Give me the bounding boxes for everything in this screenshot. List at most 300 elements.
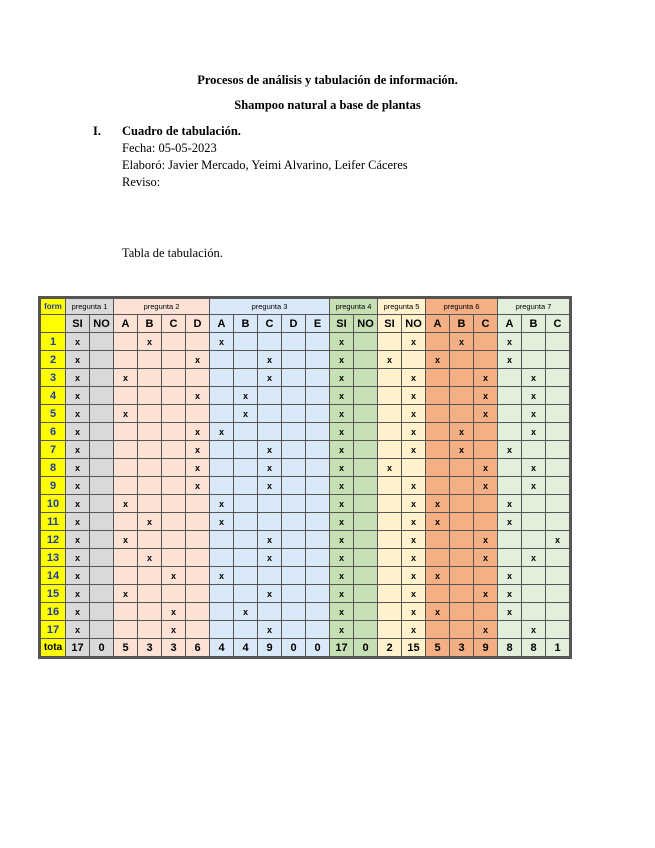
answer-mark: x: [402, 513, 426, 531]
answer-cell: [306, 477, 330, 495]
answer-mark: x: [258, 441, 282, 459]
row-number: 2: [41, 351, 66, 369]
answer-cell: [474, 513, 498, 531]
answer-cell: [114, 621, 138, 639]
table-caption: Tabla de tabulación.: [122, 246, 223, 260]
answer-mark: x: [522, 549, 546, 567]
answer-cell: [306, 423, 330, 441]
answer-cell: [90, 531, 114, 549]
option-header: SI: [330, 315, 354, 333]
answer-cell: [234, 423, 258, 441]
answer-mark: x: [330, 369, 354, 387]
row-number: 10: [41, 495, 66, 513]
answer-cell: [378, 603, 402, 621]
answer-cell: [114, 603, 138, 621]
total-value: 4: [210, 639, 234, 657]
answer-cell: [546, 333, 570, 351]
answer-cell: [90, 405, 114, 423]
row-number: 13: [41, 549, 66, 567]
answer-mark: x: [402, 441, 426, 459]
answer-mark: x: [66, 369, 90, 387]
answer-mark: x: [522, 477, 546, 495]
table-row: [41, 495, 570, 513]
total-value: 6: [186, 639, 210, 657]
question-group-header: pregunta 5: [378, 299, 426, 315]
answer-cell: [426, 333, 450, 351]
answer-cell: [426, 405, 450, 423]
answer-cell: [426, 423, 450, 441]
option-header: NO: [90, 315, 114, 333]
answer-cell: [210, 405, 234, 423]
answer-cell: [474, 423, 498, 441]
answer-cell: [498, 531, 522, 549]
answer-cell: [114, 567, 138, 585]
answer-mark: x: [138, 549, 162, 567]
answer-cell: [474, 333, 498, 351]
answer-cell: [258, 387, 282, 405]
answer-mark: x: [546, 531, 570, 549]
answer-cell: [354, 423, 378, 441]
row-number: 1: [41, 333, 66, 351]
date-line: Fecha: 05-05-2023: [122, 141, 217, 155]
table-row: [41, 477, 570, 495]
answer-mark: x: [114, 405, 138, 423]
answer-mark: x: [474, 531, 498, 549]
answer-cell: [378, 495, 402, 513]
answer-cell: [138, 621, 162, 639]
answer-cell: [114, 423, 138, 441]
option-header: B: [522, 315, 546, 333]
answer-cell: [522, 333, 546, 351]
answer-cell: [90, 351, 114, 369]
answer-cell: [90, 585, 114, 603]
answer-cell: [450, 405, 474, 423]
answer-cell: [354, 621, 378, 639]
option-header: C: [546, 315, 570, 333]
answer-mark: x: [258, 369, 282, 387]
answer-cell: [210, 387, 234, 405]
answer-cell: [186, 531, 210, 549]
answer-mark: x: [330, 351, 354, 369]
answer-cell: [450, 585, 474, 603]
answer-mark: x: [234, 603, 258, 621]
row-number: 9: [41, 477, 66, 495]
answer-cell: [354, 369, 378, 387]
answer-mark: x: [66, 423, 90, 441]
total-value: 5: [114, 639, 138, 657]
answer-mark: x: [258, 549, 282, 567]
answer-mark: x: [330, 477, 354, 495]
answer-cell: [354, 441, 378, 459]
answer-cell: [498, 621, 522, 639]
answer-cell: [138, 567, 162, 585]
answer-mark: x: [114, 585, 138, 603]
answer-cell: [162, 387, 186, 405]
totals-label: tota: [41, 639, 66, 657]
option-header: NO: [354, 315, 378, 333]
answer-cell: [450, 531, 474, 549]
answer-cell: [522, 567, 546, 585]
answer-cell: [546, 441, 570, 459]
answer-mark: x: [330, 603, 354, 621]
row-number: 5: [41, 405, 66, 423]
answer-cell: [210, 585, 234, 603]
answer-cell: [90, 513, 114, 531]
row-number: 15: [41, 585, 66, 603]
answer-cell: [426, 459, 450, 477]
answer-cell: [306, 459, 330, 477]
answer-cell: [498, 423, 522, 441]
answer-cell: [162, 459, 186, 477]
answer-cell: [522, 585, 546, 603]
header-blank-cell: [41, 315, 66, 333]
answer-cell: [546, 567, 570, 585]
answer-cell: [546, 477, 570, 495]
answer-cell: [258, 513, 282, 531]
table-header-groups: [41, 299, 570, 315]
answer-cell: [234, 369, 258, 387]
answer-cell: [426, 585, 450, 603]
answer-mark: x: [330, 459, 354, 477]
answer-cell: [282, 603, 306, 621]
answer-mark: x: [474, 549, 498, 567]
answer-cell: [306, 369, 330, 387]
answer-cell: [90, 477, 114, 495]
answer-cell: [498, 477, 522, 495]
table-row: [41, 585, 570, 603]
answer-cell: [546, 585, 570, 603]
answer-mark: x: [330, 387, 354, 405]
answer-cell: [306, 585, 330, 603]
total-value: 0: [90, 639, 114, 657]
question-group-header: pregunta 3: [210, 299, 330, 315]
question-group-header: pregunta 4: [330, 299, 378, 315]
answer-mark: x: [186, 441, 210, 459]
table-row: [41, 621, 570, 639]
answer-mark: x: [138, 513, 162, 531]
answer-cell: [546, 369, 570, 387]
answer-cell: [138, 423, 162, 441]
answer-mark: x: [114, 369, 138, 387]
table-row: [41, 549, 570, 567]
answer-cell: [306, 333, 330, 351]
answer-cell: [258, 405, 282, 423]
answer-cell: [258, 423, 282, 441]
answer-cell: [426, 531, 450, 549]
answer-cell: [210, 531, 234, 549]
answer-cell: [282, 477, 306, 495]
answer-cell: [162, 441, 186, 459]
table-row: [41, 423, 570, 441]
answer-mark: x: [186, 459, 210, 477]
answer-mark: x: [498, 333, 522, 351]
answer-cell: [354, 387, 378, 405]
total-value: 0: [306, 639, 330, 657]
answer-mark: x: [66, 351, 90, 369]
option-header: A: [210, 315, 234, 333]
answer-mark: x: [186, 351, 210, 369]
table-header-options: [41, 315, 570, 333]
answer-mark: x: [258, 459, 282, 477]
answer-cell: [138, 405, 162, 423]
answer-mark: x: [402, 423, 426, 441]
answer-cell: [258, 567, 282, 585]
answer-cell: [522, 441, 546, 459]
table-row: [41, 333, 570, 351]
answer-cell: [282, 459, 306, 477]
answer-mark: x: [498, 585, 522, 603]
answer-cell: [90, 567, 114, 585]
answer-cell: [354, 585, 378, 603]
answer-mark: x: [402, 567, 426, 585]
header-corner-cell: form: [41, 299, 66, 315]
answer-cell: [210, 369, 234, 387]
answer-mark: x: [426, 351, 450, 369]
answer-cell: [354, 531, 378, 549]
question-group-header: pregunta 1: [66, 299, 114, 315]
answer-cell: [378, 513, 402, 531]
row-number: 8: [41, 459, 66, 477]
answer-cell: [450, 513, 474, 531]
answer-cell: [282, 495, 306, 513]
answer-cell: [162, 333, 186, 351]
answer-mark: x: [474, 405, 498, 423]
answer-cell: [114, 513, 138, 531]
answer-cell: [306, 549, 330, 567]
answer-cell: [306, 387, 330, 405]
total-value: 8: [522, 639, 546, 657]
answer-cell: [234, 513, 258, 531]
answer-mark: x: [402, 387, 426, 405]
answer-cell: [282, 333, 306, 351]
answer-cell: [114, 351, 138, 369]
answer-cell: [186, 603, 210, 621]
answer-cell: [474, 441, 498, 459]
answer-cell: [354, 459, 378, 477]
answer-cell: [546, 387, 570, 405]
row-number: 12: [41, 531, 66, 549]
answer-cell: [354, 405, 378, 423]
answer-mark: x: [258, 351, 282, 369]
answer-cell: [378, 405, 402, 423]
answer-cell: [354, 333, 378, 351]
row-number: 4: [41, 387, 66, 405]
answer-mark: x: [114, 495, 138, 513]
answer-mark: x: [498, 351, 522, 369]
answer-mark: x: [66, 441, 90, 459]
answer-cell: [282, 351, 306, 369]
row-number: 3: [41, 369, 66, 387]
answer-cell: [498, 387, 522, 405]
answer-mark: x: [426, 567, 450, 585]
answer-cell: [426, 369, 450, 387]
answer-mark: x: [162, 567, 186, 585]
answer-cell: [546, 495, 570, 513]
answer-mark: x: [402, 405, 426, 423]
answer-cell: [354, 567, 378, 585]
answer-cell: [354, 351, 378, 369]
answer-mark: x: [426, 495, 450, 513]
answer-mark: x: [186, 423, 210, 441]
answer-mark: x: [474, 477, 498, 495]
answer-cell: [282, 405, 306, 423]
answer-cell: [426, 441, 450, 459]
answer-mark: x: [402, 369, 426, 387]
answer-mark: x: [66, 459, 90, 477]
answer-cell: [522, 513, 546, 531]
answer-cell: [90, 333, 114, 351]
answer-cell: [114, 477, 138, 495]
answer-mark: x: [402, 549, 426, 567]
answer-mark: x: [66, 495, 90, 513]
answer-cell: [138, 495, 162, 513]
answer-cell: [90, 423, 114, 441]
table-row: [41, 387, 570, 405]
answer-cell: [546, 459, 570, 477]
answer-cell: [90, 459, 114, 477]
option-header: NO: [402, 315, 426, 333]
answer-cell: [450, 459, 474, 477]
answer-mark: x: [330, 441, 354, 459]
answer-cell: [210, 351, 234, 369]
answer-cell: [378, 423, 402, 441]
answer-cell: [522, 603, 546, 621]
answer-cell: [90, 387, 114, 405]
answer-cell: [522, 351, 546, 369]
answer-mark: x: [66, 549, 90, 567]
question-group-header: pregunta 7: [498, 299, 570, 315]
answer-cell: [162, 405, 186, 423]
answer-mark: x: [210, 495, 234, 513]
answer-cell: [162, 495, 186, 513]
answer-cell: [378, 531, 402, 549]
answer-cell: [522, 495, 546, 513]
answer-mark: x: [330, 621, 354, 639]
answer-cell: [234, 549, 258, 567]
total-value: 3: [138, 639, 162, 657]
answer-mark: x: [330, 531, 354, 549]
answer-cell: [378, 387, 402, 405]
answer-cell: [546, 513, 570, 531]
answer-cell: [210, 477, 234, 495]
answer-cell: [354, 603, 378, 621]
answer-cell: [162, 351, 186, 369]
answer-cell: [90, 441, 114, 459]
answer-cell: [138, 387, 162, 405]
answer-cell: [114, 441, 138, 459]
answer-mark: x: [66, 405, 90, 423]
answer-cell: [114, 459, 138, 477]
answer-cell: [306, 621, 330, 639]
answer-cell: [306, 405, 330, 423]
answer-cell: [282, 549, 306, 567]
option-header: D: [282, 315, 306, 333]
answer-cell: [234, 621, 258, 639]
answer-cell: [282, 621, 306, 639]
answer-cell: [282, 369, 306, 387]
reviewer-line: Reviso:: [122, 175, 161, 189]
answer-cell: [450, 603, 474, 621]
row-number: 7: [41, 441, 66, 459]
answer-cell: [474, 567, 498, 585]
answer-cell: [378, 621, 402, 639]
answer-cell: [450, 369, 474, 387]
option-header: A: [426, 315, 450, 333]
answer-cell: [138, 603, 162, 621]
answer-cell: [426, 387, 450, 405]
answer-cell: [234, 531, 258, 549]
answer-cell: [138, 441, 162, 459]
answer-cell: [234, 333, 258, 351]
answer-mark: x: [402, 531, 426, 549]
answer-cell: [162, 585, 186, 603]
row-number: 11: [41, 513, 66, 531]
table-row: [41, 603, 570, 621]
answer-cell: [522, 531, 546, 549]
total-value: 9: [474, 639, 498, 657]
answer-mark: x: [522, 423, 546, 441]
total-value: 9: [258, 639, 282, 657]
answer-cell: [138, 351, 162, 369]
answer-mark: x: [498, 567, 522, 585]
answer-cell: [90, 495, 114, 513]
answer-mark: x: [66, 603, 90, 621]
answer-cell: [306, 495, 330, 513]
answer-cell: [282, 531, 306, 549]
answer-cell: [378, 369, 402, 387]
answer-cell: [378, 549, 402, 567]
total-value: 15: [402, 639, 426, 657]
tabulation-table: [40, 298, 570, 657]
table-row: [41, 441, 570, 459]
answer-cell: [378, 585, 402, 603]
answer-mark: x: [330, 495, 354, 513]
answer-cell: [234, 459, 258, 477]
answer-mark: x: [258, 585, 282, 603]
answer-mark: x: [402, 477, 426, 495]
answer-mark: x: [474, 459, 498, 477]
answer-cell: [210, 441, 234, 459]
answer-mark: x: [450, 333, 474, 351]
option-header: SI: [66, 315, 90, 333]
answer-mark: x: [330, 513, 354, 531]
answer-mark: x: [66, 477, 90, 495]
total-value: 0: [282, 639, 306, 657]
answer-cell: [378, 567, 402, 585]
answer-cell: [474, 495, 498, 513]
answer-cell: [378, 441, 402, 459]
answer-cell: [306, 351, 330, 369]
option-header: C: [474, 315, 498, 333]
answer-cell: [498, 405, 522, 423]
answer-mark: x: [474, 387, 498, 405]
answer-cell: [162, 369, 186, 387]
answer-mark: x: [186, 387, 210, 405]
table-row: [41, 351, 570, 369]
answer-cell: [234, 351, 258, 369]
answer-cell: [450, 567, 474, 585]
option-header: E: [306, 315, 330, 333]
question-group-header: pregunta 2: [114, 299, 210, 315]
answer-cell: [498, 369, 522, 387]
option-header: B: [234, 315, 258, 333]
answer-mark: x: [210, 333, 234, 351]
answer-cell: [234, 567, 258, 585]
answer-mark: x: [426, 513, 450, 531]
option-header: SI: [378, 315, 402, 333]
answer-cell: [354, 549, 378, 567]
option-header: A: [498, 315, 522, 333]
